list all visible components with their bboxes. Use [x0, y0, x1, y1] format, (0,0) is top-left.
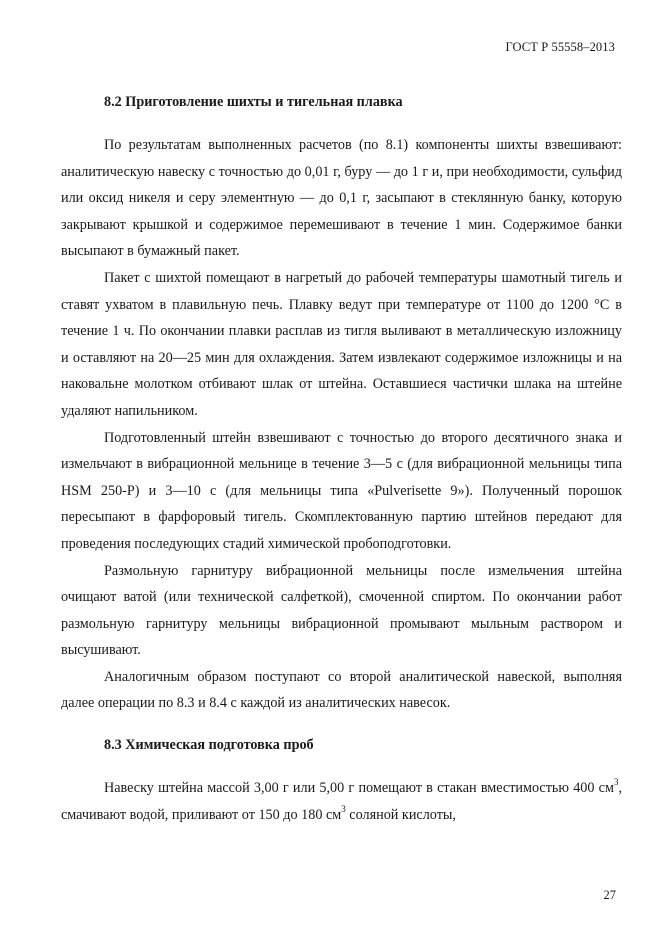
- section-heading-8-2: 8.2 Приготовление шихты и тигельная плавка: [104, 94, 403, 110]
- page-number: 27: [603, 888, 616, 902]
- section-heading-8-3: 8.3 Химическая подготовка проб: [104, 737, 314, 754]
- text-fragment: , смачивают водой, приливают от 150 до 180 см: [61, 780, 622, 823]
- page-content: [61, 92, 622, 828]
- paragraph: Аналогичным образом поступают со второй аналитической навеской, выполняя далее операции по 8.3 и 8.4 с каждой из аналитических навесок.: [61, 668, 622, 712]
- superscript: 3: [613, 777, 619, 788]
- text-fragment: соляной кислоты,: [345, 806, 456, 823]
- document-id-header: ГОСТ Р 55558–2013: [505, 40, 615, 54]
- paragraph: По результатам выполненных расчетов (по 8.1) компоненты шихты взвешивают: аналитическую навеску с точностью до 0,01 г, буру — до 1 г и, при необходимости, сульфид или оксид никеля и серу элементную — до 0,1 г, засыпают в стеклянную банку, которую закрывают крышкой и содержимое перемешивают в течение 1 мин. Содержимое банки высыпают в бумажный пакет.: [61, 137, 622, 260]
- paragraph: Пакет с шихтой помещают в нагретый до рабочей температуры шамотный тигель и ставят ухватом в плавильную печь. Плавку ведут при температуре от 1100 до 1200 °С в течение 1 ч. По окончании плавки расплав из тигля выливают в металлическую изложницу и оставляют на 20—25 мин для охлаждения. Затем извлекают содержимое изложницы и на наковальне молотком отбивают шлак от штейна. Оставшиеся частички шлака на штейне удаляют напильником.: [61, 269, 622, 419]
- paragraph: [61, 775, 622, 828]
- text-fragment: Навеску штейна массой 3,00 г или 5,00 г помещают в стакан вместимостью 400 см: [104, 780, 614, 797]
- superscript: 3: [341, 803, 346, 814]
- paragraph: Подготовленный штейн взвешивают с точностью до второго десятичного знака и измельчают в вибрационной мельнице в течение 3—5 с (для вибрационной мельницы типа HSM 250-P) и 3—10 с (для мельницы типа «Pulverisette 9»). Полученный порошок пересыпают в фарфоровый тигель. Скомплектованную партию штейнов передают для проведения последующих стадий химической пробоподготовки.: [61, 429, 622, 552]
- paragraph: Размольную гарнитуру вибрационной мельницы после измельчения штейна очищают ватой (или технической салфеткой), смоченной спиртом. По окончании работ размольную гарнитуру мельницы вибрационной промывают мыльным раствором и высушивают.: [61, 562, 622, 659]
